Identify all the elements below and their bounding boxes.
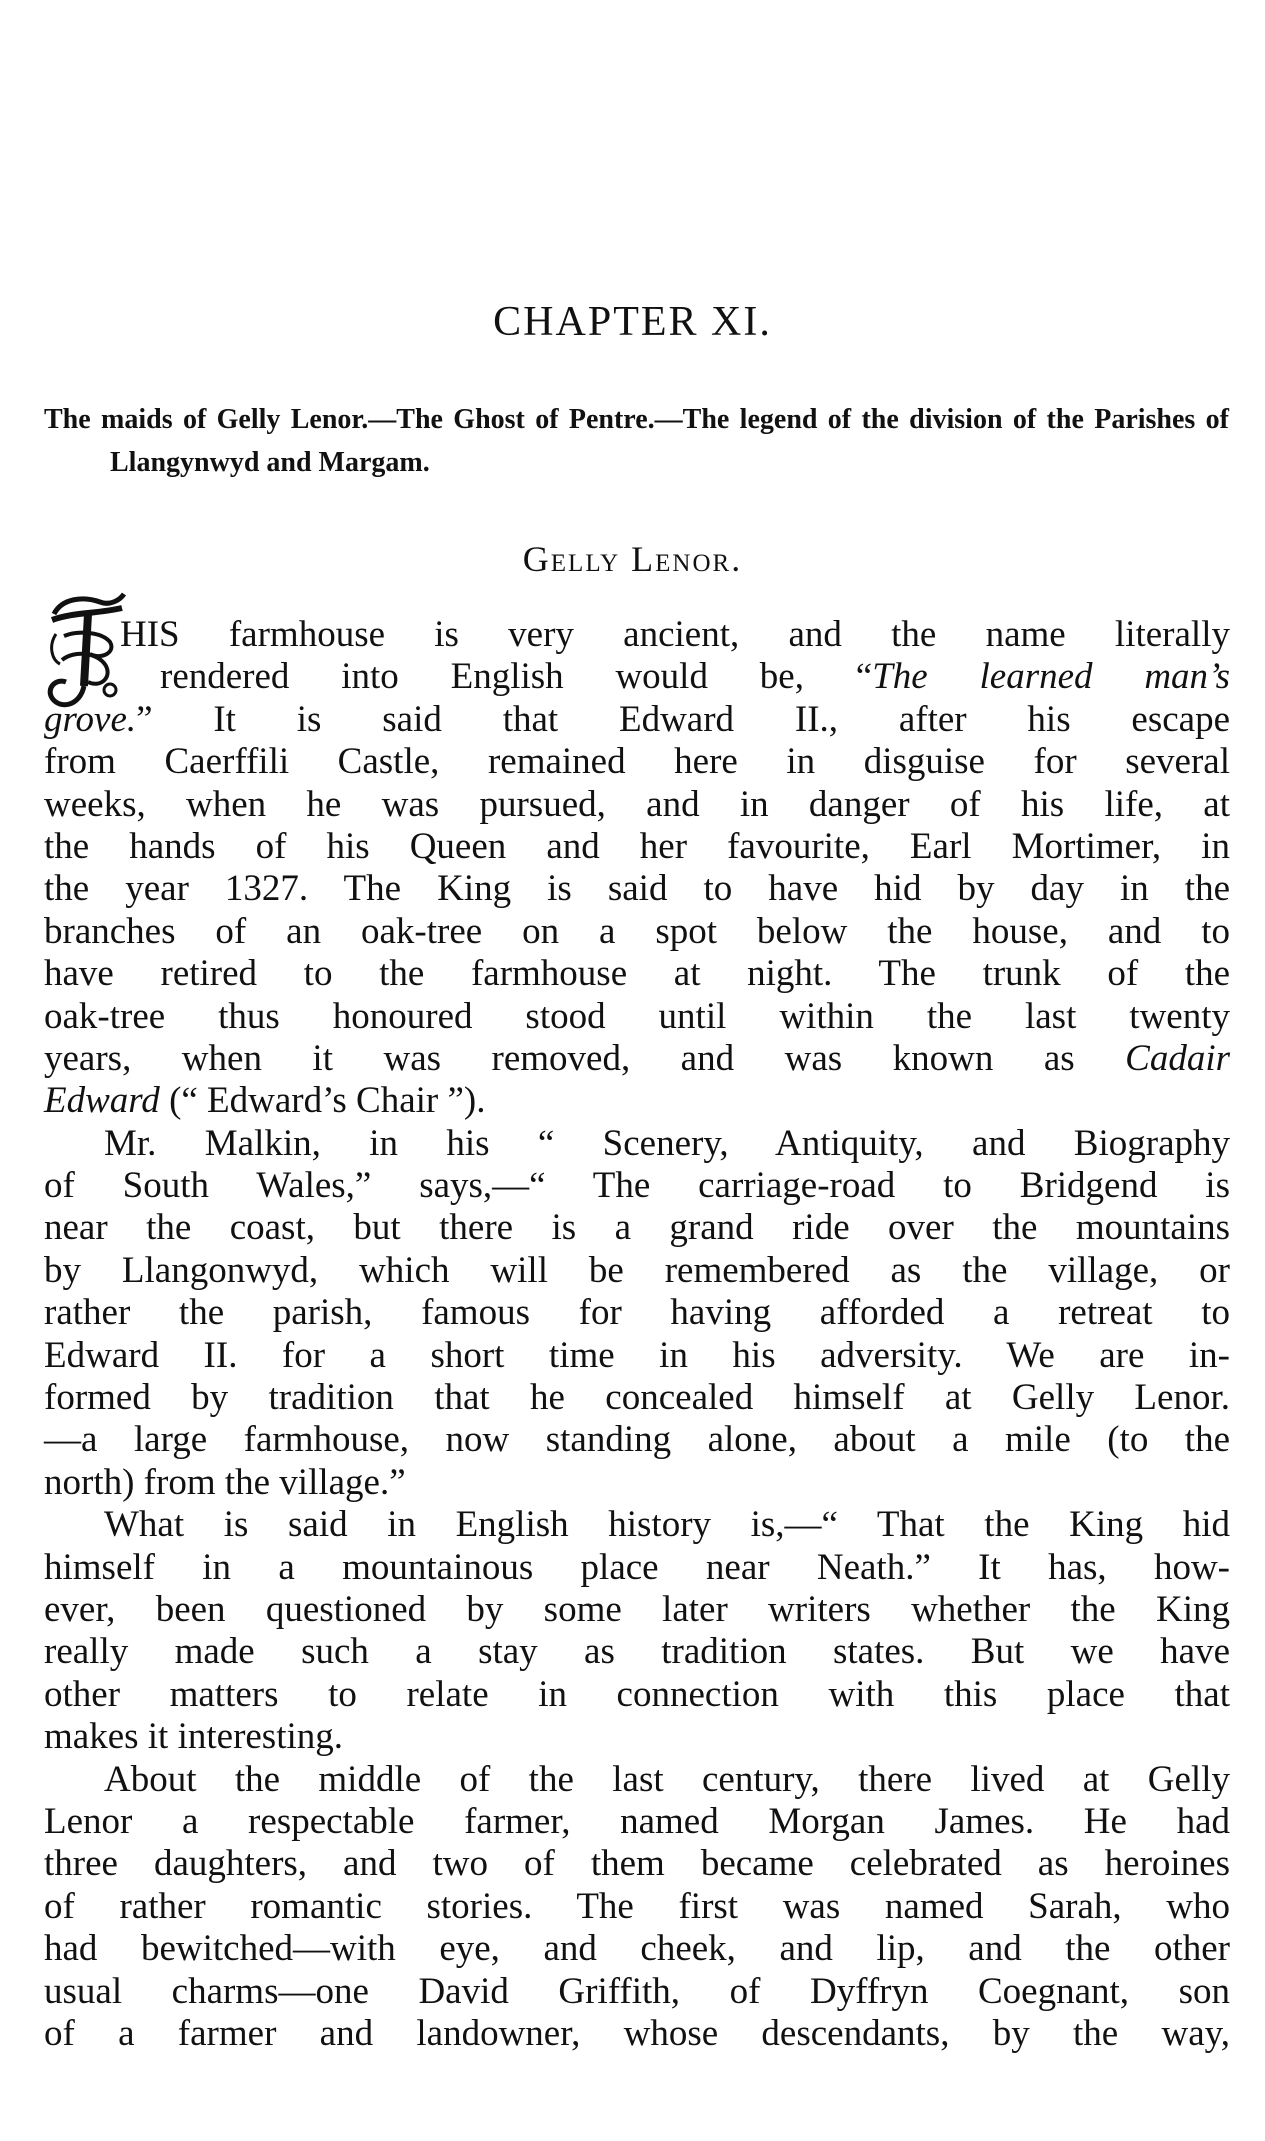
text-line <box>44 699 1230 741</box>
text-run-italic: grove. <box>44 698 137 740</box>
text-line: other matters to relate in connection with this place that <box>44 1673 1230 1715</box>
text-line <box>44 1080 1230 1122</box>
text-run-italic: The learned man’s <box>872 656 1231 698</box>
text-line: makes it interesting. <box>44 1716 344 1758</box>
text-line: of rather romantic stories. The first was named Sarah, who <box>44 1885 1230 1927</box>
text-line: Mr. Malkin, in his “ Scenery, Antiquity, and Biography <box>104 1122 1230 1164</box>
chapter-summary: The maids of Gelly Lenor.—The Ghost of Pentre.—The legend of the division of the Parishes of Llangynwyd and Margam. <box>44 404 1229 478</box>
text-line: ever, been questioned by some later writers whether the King <box>44 1588 1230 1630</box>
text-run: years, when it was removed, and was known as <box>44 1037 1126 1079</box>
text-line: —a large farmhouse, now standing alone, about a mile (to the <box>44 1419 1230 1461</box>
text-run: ” It is said that Edward II., after his escape <box>136 698 1230 740</box>
body-text <box>44 614 1230 2055</box>
text-line: branches of an oak-tree on a spot below the house, and to <box>44 910 1230 952</box>
text-line: rather the parish, famous for having afforded a retreat to <box>44 1292 1230 1334</box>
text-line <box>44 1038 1230 1080</box>
text-run-italic: Cadair <box>1125 1037 1230 1079</box>
text-run: rendered into English would be, “ <box>160 656 873 698</box>
text-line: near the coast, but there is a grand ride over the mountains <box>44 1207 1230 1249</box>
text-line: usual charms—one David Griffith, of Dyffryn Coegnant, son <box>44 1970 1230 2012</box>
text-line: Lenor a respectable farmer, named Morgan James. He had <box>44 1800 1230 1842</box>
text-line: have retired to the farmhouse at night. The trunk of the <box>44 953 1230 995</box>
text-line <box>44 656 1230 698</box>
text-line: really made such a stay as tradition states. But we have <box>44 1631 1230 1673</box>
text-line: from Caerffili Castle, remained here in disguise for several <box>44 741 1230 783</box>
text-line: Edward II. for a short time in his adversity. We are in- <box>44 1334 1230 1376</box>
chapter-title: CHAPTER XI. <box>493 299 772 345</box>
text-run: (“ Edward’s Chair ”). <box>159 1080 486 1122</box>
text-line: north) from the village.” <box>44 1461 406 1503</box>
text-line: formed by tradition that he concealed himself at Gelly Lenor. <box>44 1377 1230 1419</box>
text-line: three daughters, and two of them became celebrated as heroines <box>44 1843 1230 1885</box>
text-line: weeks, when he was pursued, and in danger of his life, at <box>44 783 1230 825</box>
text-line: of South Wales,” says,—“ The carriage-road to Bridgend is <box>44 1165 1230 1207</box>
text-line: What is said in English history is,—“ That the King hid <box>104 1504 1230 1546</box>
text-line: the hands of his Queen and her favourite, Earl Mortimer, in <box>44 825 1230 867</box>
text-run-italic: Edward <box>44 1080 160 1122</box>
text-line: HIS farmhouse is very ancient, and the name literally <box>120 614 1230 655</box>
text-line: had bewitched—with eye, and cheek, and lip, and the other <box>44 1928 1230 1970</box>
text-line: by Llangonwyd, which will be remembered as the village, or <box>44 1249 1230 1291</box>
text-line: of a farmer and landowner, whose descendants, by the way, <box>44 2012 1230 2054</box>
text-line: About the middle of the last century, there lived at Gelly <box>104 1758 1230 1800</box>
text-line: oak-tree thus honoured stood until within the last twenty <box>44 995 1230 1037</box>
section-title: Gelly Lenor. <box>522 539 743 579</box>
text-line: himself in a mountainous place near Neath.” It has, how- <box>44 1546 1230 1588</box>
text-line: the year 1327. The King is said to have hid by day in the <box>44 868 1230 910</box>
